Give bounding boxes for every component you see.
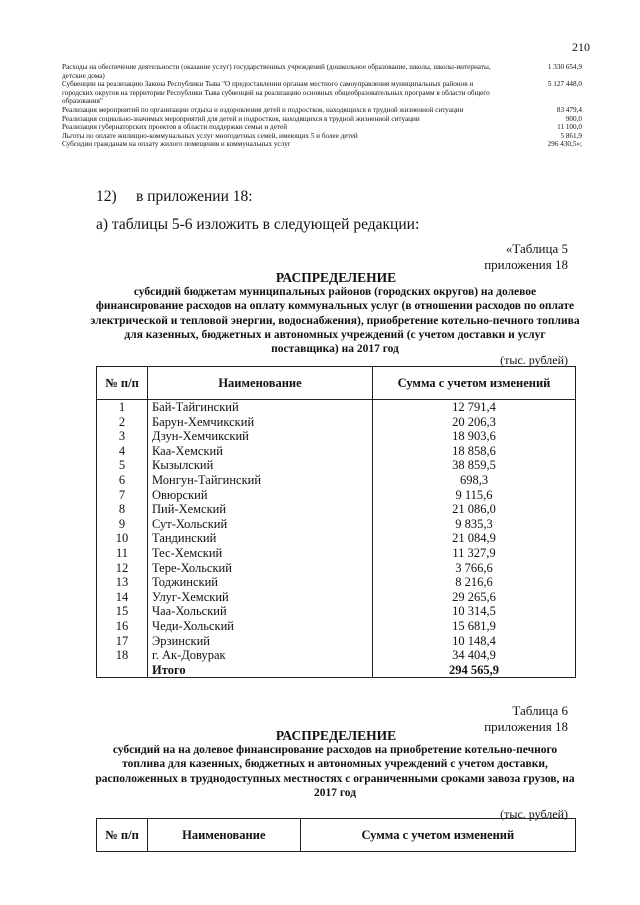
- row-number: 8: [97, 502, 148, 517]
- paragraph-number: 12): [96, 188, 117, 205]
- row-number: 16: [97, 619, 148, 634]
- table-row: [97, 575, 576, 590]
- row-sum: 11 327,9: [373, 546, 576, 561]
- table-row: [97, 546, 576, 561]
- row-sum: 698,3: [373, 473, 576, 488]
- row-number: 15: [97, 604, 148, 619]
- row-number: 10: [97, 531, 148, 546]
- budget-item-value: 900,0: [565, 114, 582, 123]
- budget-item-text: Расходы на обеспечение деятельности (оказание услуг) государственных учреждений (дошкольное образование, школы, школы-интернаты, детские дома): [62, 63, 491, 80]
- row-sum: 34 404,9: [373, 648, 576, 663]
- row-name: Бай-Тайгинский: [152, 400, 239, 414]
- table6: [96, 818, 576, 852]
- row-name: г. Ак-Довурак: [152, 648, 226, 663]
- table-row: [97, 531, 576, 546]
- table-row: [97, 488, 576, 503]
- table-row: [97, 619, 576, 634]
- row-number: 17: [97, 634, 148, 649]
- row-name: Улуг-Хемский: [152, 589, 229, 604]
- row-name: Тоджинский: [152, 575, 218, 590]
- table-row: [97, 561, 576, 576]
- row-sum: 3 766,6: [373, 561, 576, 576]
- row-name: Дзун-Хемчикский: [152, 429, 249, 444]
- table6-subheading: субсидий на на долевое финансирование расходов на приобретение котельно-печного топлива для казенных, бюджетных и автономных учреждений с учетом доставки, расположенных в труднодоступных местностях с ограниченными сроками завоза грузов, на 2017 год: [95, 744, 575, 799]
- budget-item: [62, 140, 582, 149]
- budget-item-value: 296 430,5»;: [547, 140, 582, 149]
- table6-header-name: Наименование: [148, 819, 301, 852]
- table-row: [97, 473, 576, 488]
- table-total-row: [97, 663, 576, 678]
- row-number: 9: [97, 517, 148, 532]
- row-name: Монгун-Тайгинский: [152, 472, 262, 487]
- table6-caption-appendix: приложения 18: [484, 719, 568, 734]
- row-number: 18: [97, 648, 148, 663]
- paragraph-12: [96, 188, 253, 206]
- budget-item-text: Субвенции на реализацию Закона Республики Тыва "О предоставлении органам местного самоуправления муниципальных районов и городских округов на территории Республики Тыва субвенций на реализацию основных общеобразовательных программ в области общего образования": [62, 80, 490, 106]
- table-row: [97, 429, 576, 444]
- row-name: Чаа-Хольский: [152, 604, 227, 619]
- row-sum: 18 858,6: [373, 444, 576, 459]
- table-row: [97, 648, 576, 663]
- row-name: Кызылский: [152, 458, 214, 473]
- row-sum: 21 084,9: [373, 531, 576, 546]
- table5-header-sum: Сумма с учетом изменений: [373, 367, 576, 400]
- row-sum: 9 115,6: [373, 488, 576, 503]
- table-row: [97, 634, 576, 649]
- budget-item-value: 11 100,0: [557, 123, 582, 132]
- row-number: 12: [97, 561, 148, 576]
- table-row: [97, 517, 576, 532]
- budget-item-text: Реализация губернаторских проектов в области поддержки семьи и детей: [62, 123, 288, 132]
- row-number: 4: [97, 444, 148, 459]
- table6-header-no: № п/п: [97, 819, 148, 852]
- table6-caption-title: Таблица 6: [512, 703, 568, 718]
- budget-item-value: 5 127 448,0: [547, 80, 582, 89]
- budget-item-value: 1 330 654,9: [547, 63, 582, 71]
- row-number: 1: [97, 400, 148, 415]
- table5: [96, 366, 576, 678]
- row-name: Сут-Хольский: [152, 516, 228, 531]
- budget-item: [62, 80, 582, 106]
- table-row: [97, 444, 576, 459]
- row-sum: 10 148,4: [373, 634, 576, 649]
- row-name: Тес-Хемский: [152, 545, 223, 560]
- table6-units: (тыс. рублей): [500, 807, 568, 821]
- row-sum: 15 681,9: [373, 619, 576, 634]
- paragraph-text: в приложении 18:: [136, 188, 253, 205]
- table5-subheading: субсидий бюджетам муниципальных районов (городских округов) на долевое финансирование расходов на оплату коммунальных услуг (в отношении расходов по оплате электрической и тепловой энергии, водоснабжения), приобретение котельно-печного топлива для казенных, бюджетных и автономных учреждений (с учетом доставки и услуг поставщика) на 2017 год: [90, 286, 580, 356]
- row-number: 5: [97, 458, 148, 473]
- paragraph-a: а) таблицы 5-6 изложить в следующей редакции:: [96, 216, 420, 233]
- row-sum: 9 835,3: [373, 517, 576, 532]
- row-sum: 21 086,0: [373, 502, 576, 517]
- table-row: [97, 590, 576, 605]
- row-number: 11: [97, 546, 148, 561]
- budget-item-text: Субсидии гражданам на оплату жилого помещения и коммунальных услуг: [62, 140, 291, 149]
- total-label: Итого: [148, 663, 373, 678]
- table-row: [97, 400, 576, 415]
- budget-item: [62, 132, 582, 141]
- table-row: [97, 502, 576, 517]
- table-row: [97, 458, 576, 473]
- row-sum: 38 859,5: [373, 458, 576, 473]
- total-value: 294 565,9: [373, 663, 576, 678]
- table5-heading: РАСПРЕДЕЛЕНИЕ: [275, 270, 397, 285]
- table-row: [97, 415, 576, 430]
- table5-caption: [484, 241, 568, 273]
- row-number: 14: [97, 590, 148, 605]
- table5-caption-appendix: приложения 18: [484, 257, 568, 272]
- table6-heading: РАСПРЕДЕЛЕНИЕ: [275, 728, 397, 743]
- row-sum: 20 206,3: [373, 415, 576, 430]
- row-number: 13: [97, 575, 148, 590]
- row-sum: 29 265,6: [373, 590, 576, 605]
- page-number: 210: [572, 40, 590, 54]
- row-sum: 8 216,6: [373, 575, 576, 590]
- row-name: Барун-Хемчикский: [152, 414, 255, 429]
- table5-header-name: Наименование: [148, 367, 373, 400]
- budget-item-text: Льготы по оплате жилищно-коммунальных услуг многодетных семей, имеющих 5 и более детей: [62, 131, 358, 140]
- budget-item-text: Реализация мероприятий по организации отдыха и оздоровления детей и подростков, находящихся в трудной жизненной ситуации: [62, 105, 464, 114]
- row-name: Тере-Хольский: [152, 560, 232, 575]
- budget-item: [62, 123, 582, 132]
- table6-header-sum: Сумма с учетом изменений: [300, 819, 575, 852]
- row-name: Пий-Хемский: [152, 502, 227, 517]
- budget-item: [62, 63, 582, 80]
- budget-item-value: 5 861,9: [560, 131, 582, 140]
- budget-item: [62, 115, 582, 124]
- table-row: [97, 604, 576, 619]
- row-name: Тандинский: [152, 531, 217, 546]
- budget-items-list: [62, 63, 582, 149]
- budget-item: [62, 106, 582, 115]
- budget-item-value: 83 479,4: [556, 105, 582, 114]
- row-number: 2: [97, 415, 148, 430]
- budget-item-text: Реализация социально-значимых мероприятий для детей и подростков, находящихся в трудной жизненной ситуации: [62, 114, 420, 123]
- table5-units: (тыс. рублей): [500, 353, 568, 367]
- row-name: Чеди-Хольский: [152, 618, 234, 633]
- row-sum: 10 314,5: [373, 604, 576, 619]
- row-number: 3: [97, 429, 148, 444]
- row-sum: 12 791,4: [373, 400, 576, 415]
- row-name: Эрзинский: [152, 633, 210, 648]
- total-row-number: [97, 663, 148, 678]
- row-sum: 18 903,6: [373, 429, 576, 444]
- row-number: 6: [97, 473, 148, 488]
- row-name: Овюрский: [152, 487, 208, 502]
- table5-caption-title: «Таблица 5: [505, 241, 568, 256]
- table5-header-no: № п/п: [97, 367, 148, 400]
- row-number: 7: [97, 488, 148, 503]
- row-name: Каа-Хемский: [152, 443, 223, 458]
